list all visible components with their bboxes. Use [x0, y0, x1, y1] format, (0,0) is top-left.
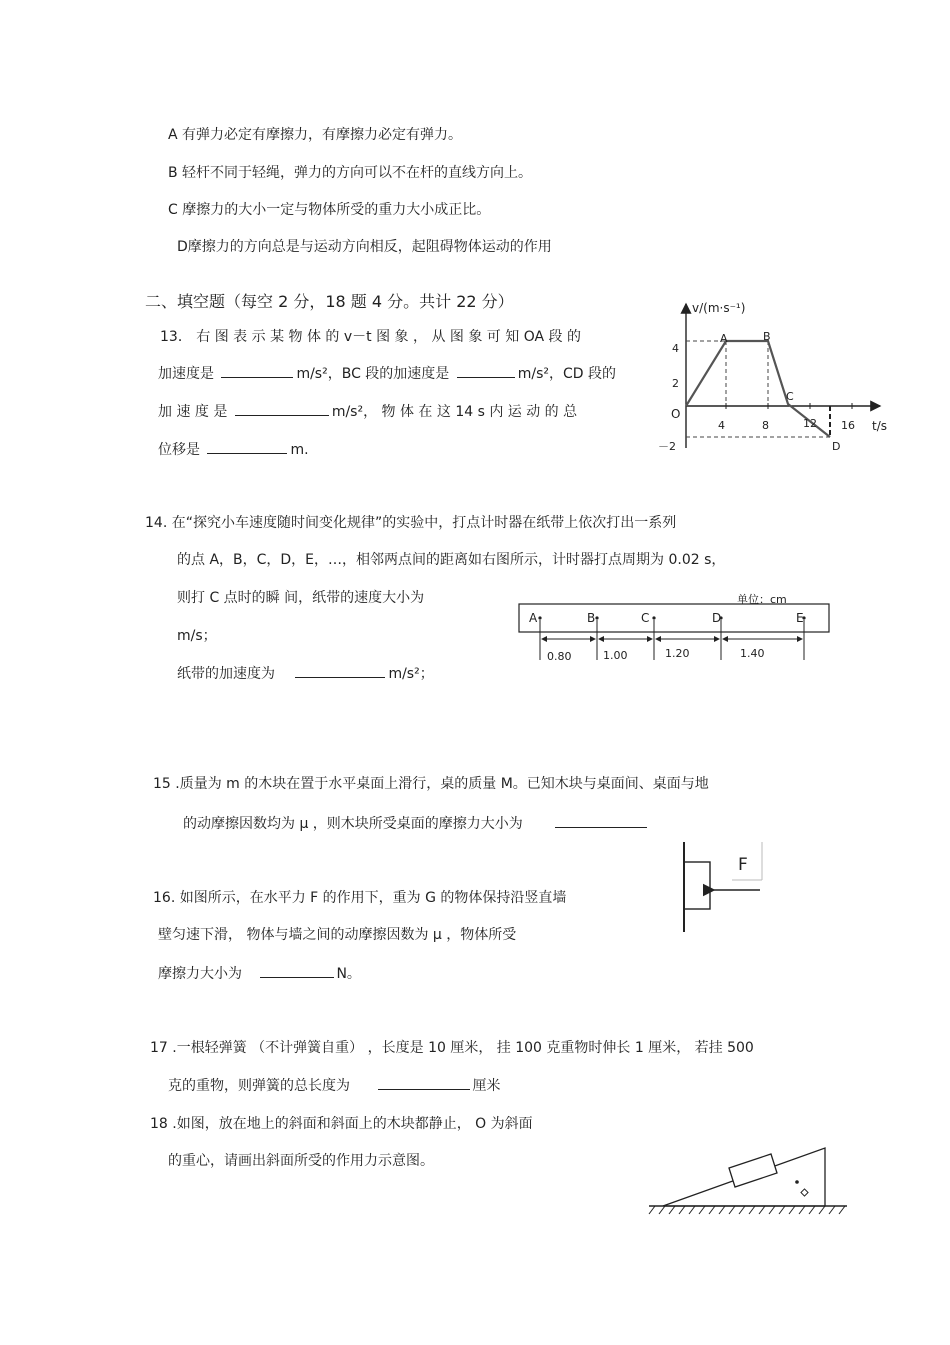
tape-point-a: A	[529, 611, 538, 625]
tape-dist-de: 1.40	[740, 647, 765, 660]
q14-line5b: m/s²；	[388, 666, 434, 682]
q14-line5a: 纸带的加速度为	[177, 666, 275, 682]
q17-line2a: 克的重物，则弹簧的总长度为	[168, 1078, 350, 1094]
tape-point-b: B	[587, 611, 596, 625]
force-label: F	[738, 855, 748, 875]
q13-line3	[158, 401, 577, 421]
tape-diagram	[515, 588, 835, 668]
q18-line1: 18 .如图，放在地上的斜面和斜面上的木块都静止， O 为斜面	[150, 1116, 533, 1132]
q13-line4a: 位移是	[158, 442, 200, 458]
q13-blank-oa[interactable]	[221, 363, 293, 378]
q14-blank-acceleration[interactable]	[295, 663, 385, 678]
q13-blank-displacement[interactable]	[207, 439, 287, 454]
q13-line2a: 加速度是	[158, 366, 214, 382]
option-a: A 有弹力必定有摩擦力，有摩擦力必定有弹力。	[168, 127, 463, 143]
vt-ytick-neg2: －2	[658, 440, 676, 453]
block-on-incline	[729, 1154, 777, 1187]
section-heading: 二、填空题（每空 2 分，18 题 4 分。共计 22 分）	[145, 292, 514, 311]
tape-unit: 单位：cm	[737, 593, 787, 606]
tape-point-d: D	[712, 611, 722, 625]
q16-line3b: N。	[336, 966, 361, 982]
ground-hatching	[649, 1206, 845, 1214]
block	[684, 862, 710, 909]
center-of-gravity-dot	[795, 1180, 799, 1184]
vt-xtick-12: 12	[803, 417, 817, 430]
option-c: C 摩擦力的大小一定与物体所受的重力大小成正比。	[168, 202, 491, 218]
q13-blank-bc[interactable]	[457, 363, 515, 378]
vt-point-a: A	[720, 332, 728, 345]
q17-line1: 17 .一根轻弹簧 （不计弹簧自重） ，长度是 10 厘米， 挂 100 克重物时伸长 1 厘米， 若挂 500	[150, 1040, 754, 1056]
vt-xtick-16: 16	[841, 419, 855, 432]
vt-origin: O	[671, 407, 681, 421]
vt-point-d: D	[832, 440, 841, 453]
q13-line3b: m/s²， 物 体 在 这 14 s 内 运 动 的 总	[331, 404, 578, 420]
q13-line2c: m/s²，CD 段的	[517, 366, 617, 382]
option-d: D摩擦力的方向总是与运动方向相反，起阻碍物体运动的作用	[177, 239, 552, 255]
q14-line1: 14. 在“探究小车速度随时间变化规律”的实验中，打点计时器在纸带上依次打出一系列	[145, 515, 677, 531]
q14-line2: 的点 A，B，C，D，E，…，相邻两点间的距离如右图所示，计时器打点周期为 0.02 s，	[177, 552, 726, 568]
q16-line1: 16. 如图所示，在水平力 F 的作用下，重为 G 的物体保持沿竖直墙	[153, 890, 567, 906]
q15-line2-text: 的动摩擦因数均为 μ ，则木块所受桌面的摩擦力大小为	[183, 816, 523, 832]
vt-ytick-2: 2	[672, 377, 679, 390]
q16-line3	[158, 963, 361, 983]
q14-line4: m/s；	[177, 628, 217, 644]
vt-point-b: B	[763, 330, 771, 343]
q13-line4b: m.	[290, 442, 309, 458]
q15-line2	[183, 813, 647, 833]
q13-line2b: m/s²，BC 段的加速度是	[296, 366, 450, 382]
q16-blank[interactable]	[260, 963, 334, 978]
q16-line2: 壁匀速下滑， 物体与墙之间的动摩擦因数为 μ ，物体所受	[158, 927, 517, 943]
vt-point-c: C	[786, 390, 794, 403]
vt-x-label: t/s	[872, 419, 887, 433]
vt-xtick-4: 4	[718, 419, 725, 432]
q13-line1: 13． 右 图 表 示 某 物 体 的 v－t 图 象 ， 从 图 象 可 知 OA 段 的	[160, 329, 581, 345]
tape-strip	[519, 604, 829, 632]
q14-line5	[177, 663, 434, 683]
vt-xtick-8: 8	[762, 419, 769, 432]
wall-block-diagram	[676, 838, 768, 938]
q13-line2	[158, 363, 616, 383]
q15-blank[interactable]	[555, 813, 647, 828]
q17-blank[interactable]	[378, 1075, 470, 1090]
vt-y-label: v/(m·s⁻¹)	[692, 301, 746, 315]
q13-line4	[158, 439, 309, 459]
tape-dist-cd: 1.20	[665, 647, 690, 660]
q17-line2b: 厘米	[472, 1078, 501, 1094]
q18-line2: 的重心，请画出斜面所受的作用力示意图。	[168, 1153, 434, 1169]
center-marker	[801, 1189, 808, 1196]
tape-dist-ab: 0.80	[547, 650, 572, 663]
incline-diagram	[645, 1120, 855, 1220]
vt-graph	[650, 290, 900, 460]
q13-blank-cd[interactable]	[235, 401, 329, 416]
q14-line3: 则打 C 点时的瞬 间，纸带的速度大小为	[177, 590, 425, 606]
q16-line3a: 摩擦力大小为	[158, 966, 242, 982]
q17-line2	[168, 1075, 500, 1095]
vt-ytick-4: 4	[672, 342, 679, 355]
tape-point-c: C	[641, 611, 650, 625]
tape-dist-bc: 1.00	[603, 649, 628, 662]
option-b: B 轻杆不同于轻绳，弹力的方向可以不在杆的直线方向上。	[168, 165, 533, 181]
q13-line3a: 加 速 度 是	[158, 404, 228, 420]
q15-line1: 15 .质量为 m 的木块在置于水平桌面上滑行，桌的质量 M。已知木块与桌面间、桌面与地	[153, 776, 709, 792]
tape-point-e: E	[796, 611, 804, 625]
